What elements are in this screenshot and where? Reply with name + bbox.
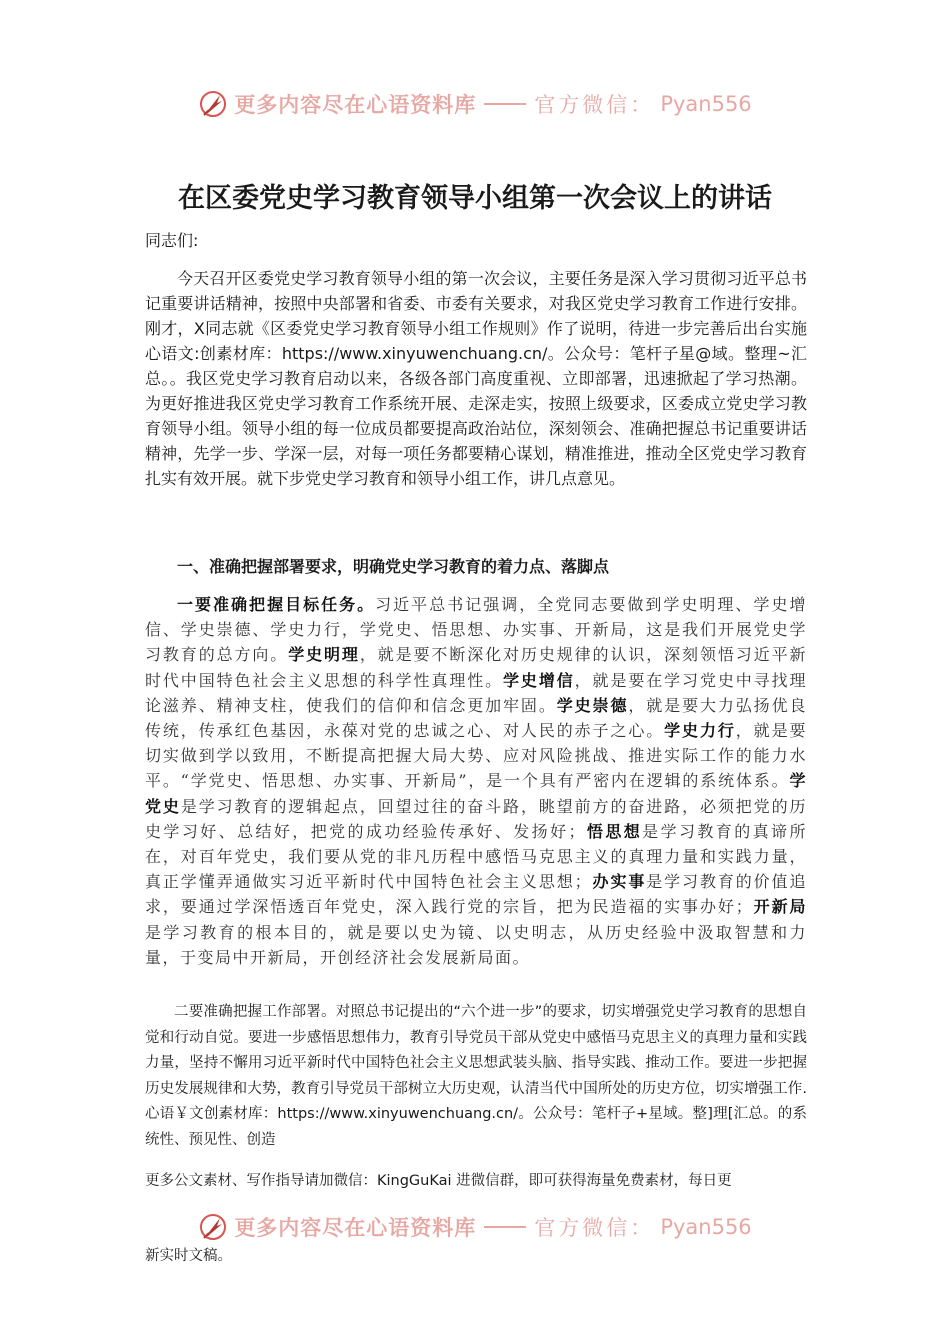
section-heading-1: 一、准确把握部署要求，明确党史学习教育的着力点、落脚点 (177, 557, 610, 576)
bold-keyword: 办实事 (592, 872, 647, 892)
text-run: ，就是要在学习党史中寻找理论滋养、精神支柱，使我们的信仰和信念更加牢固。 (145, 670, 807, 715)
bottom-watermark-banner (0, 1207, 950, 1247)
text-run: 是学习教育的根本目的，就是要以史为镜、以史明志，从历史经验中汲取智慧和力量，于变局中开新局，开创经济社会发展新局面。 (145, 922, 807, 967)
quill-pen-logo-icon (198, 89, 228, 119)
text-run: 是学习教育的真谛所在，对百年党史，我们要从党的非凡历程中感悟马克思主义的真理力量和实践力量，真正学懂弄通做实习近平新时代中国特色社会主义思想； (145, 821, 807, 892)
bold-keyword: 学史崇德 (556, 695, 629, 715)
bold-keyword: 学史明理 (288, 645, 360, 665)
greeting: 同志们: (145, 231, 199, 250)
bold-keyword: 开新局 (753, 897, 807, 917)
paragraph-intro: 今天召开区委党史学习教育领导小组的第一次会议，主要任务是深入学习贯彻习近平总书记重要讲话精神，按照中央部署和省委、市委有关要求，对我区党史学习教育工作进行安排。刚才，X同志就《区委党史学习教育领导小组工作规则》作了说明，待进一步完善后出台实施心语文:创素材库：https://www.xinyuwenchuang.cn/。公众号：笔杆子星@域。整理~汇总。。我区党史学习教育启动以来，各级各部门高度重视、立即部署，迅速掀起了学习热潮。为更好推进我区党史学习教育工作系统开展、走深走实，按照上级要求，区委成立党史学习教育领导小组。领导小组的每一位成员都要提高政治站位，深刻领会、准确把握总书记重要讲话精神，先学一步、学深一层，对每一项任务都要精心谋划，精准推进，推动全区党史学习教育扎实有效开展。就下步党史学习教育和领导小组工作，讲几点意见。 (145, 269, 807, 488)
text-run: 是学习教育的逻辑起点，回望过往的奋斗路，眺望前方的奋进路，必须把党的历史学习好、总结好，把党的成功经验传承好、发扬好； (145, 796, 807, 841)
bold-keyword: 悟思想 (586, 821, 643, 841)
bold-keyword: 学史增信 (503, 670, 575, 690)
footer-wechat-notice: 更多公文素材、写作指导请加微信：KingGuKai 进微信群，即可获得海量免费素材，每日更 (145, 1173, 732, 1189)
banner-text: 更多内容尽在心语资料库 (234, 1215, 477, 1240)
banner-dash-divider (484, 103, 526, 105)
bold-keyword: 一要准确把握目标任务。 (177, 595, 376, 614)
quill-pen-logo-icon (198, 1212, 228, 1242)
text-run: ，就是要大力弘扬优良传统，传承红色基因，永葆对党的忠诚之心、对人民的赤子之心。 (145, 695, 807, 741)
text-run: 是学习教育的价值追求，要通过学深悟透百年党史，深入践行党的宗旨，把为民造福的实事办好； (145, 872, 807, 917)
text-run: 习近平总书记强调，全党同志要做到学史明理、学史增信、学史崇德、学史力行，学党史、悟思想、办实事、开新局，这是我们开展党史学习教育的总方向。 (145, 595, 807, 665)
banner-wechat-id: Pyan556 (660, 92, 752, 116)
banner-text: 更多内容尽在心语资料库 (234, 92, 477, 117)
footer-wechat-notice-cont: 新实时文稿。 (145, 1248, 232, 1264)
bold-keyword: 学党史 (145, 771, 807, 816)
banner-wechat-label: 官方微信： (534, 1216, 655, 1240)
text-run: ，就是要不断深化对历史规律的认识，深刻领悟习近平新时代中国特色社会主义思想的科学性真理性。 (145, 645, 807, 690)
document-title: 在区委党史学习教育领导小组第一次会议上的讲话 (178, 183, 772, 214)
banner-dash-divider (484, 1226, 526, 1228)
banner-wechat-id: Pyan556 (660, 1215, 752, 1239)
bold-keyword: 学史力行 (664, 721, 736, 741)
text-run: ，就是要切实做到学以致用，不断提高把握大局大势、应对风险挑战、推进实际工作的能力水平。“学党史、悟思想、办实事、开新局”，是一个具有严密内在逻辑的系统体系。 (145, 721, 807, 791)
banner-wechat-label: 官方微信： (534, 93, 655, 117)
paragraph-target-tasks (145, 592, 807, 970)
top-watermark-banner (0, 84, 950, 124)
paragraph-work-deployment: 二要准确把握工作部署。对照总书记提出的“六个进一步”的要求，切实增强党史学习教育的思想自觉和行动自觉。要进一步感悟思想伟力，教育引导党员干部从党史中感悟马克思主义的真理力量和实践力量，坚持不懈用习近平新时代中国特色社会主义思想武装头脑、指导实践、推动工作。要进一步把握历史发展规律和大势，教育引导党员干部树立大历史观，认清当代中国所处的历史方位，切实增强工作.心语￥文创素材库：https://www.xinyuwenchuang.cn/。公众号：笔杆子+星域。整]理[汇总。的系统性、预见性、创造 (145, 1004, 807, 1148)
